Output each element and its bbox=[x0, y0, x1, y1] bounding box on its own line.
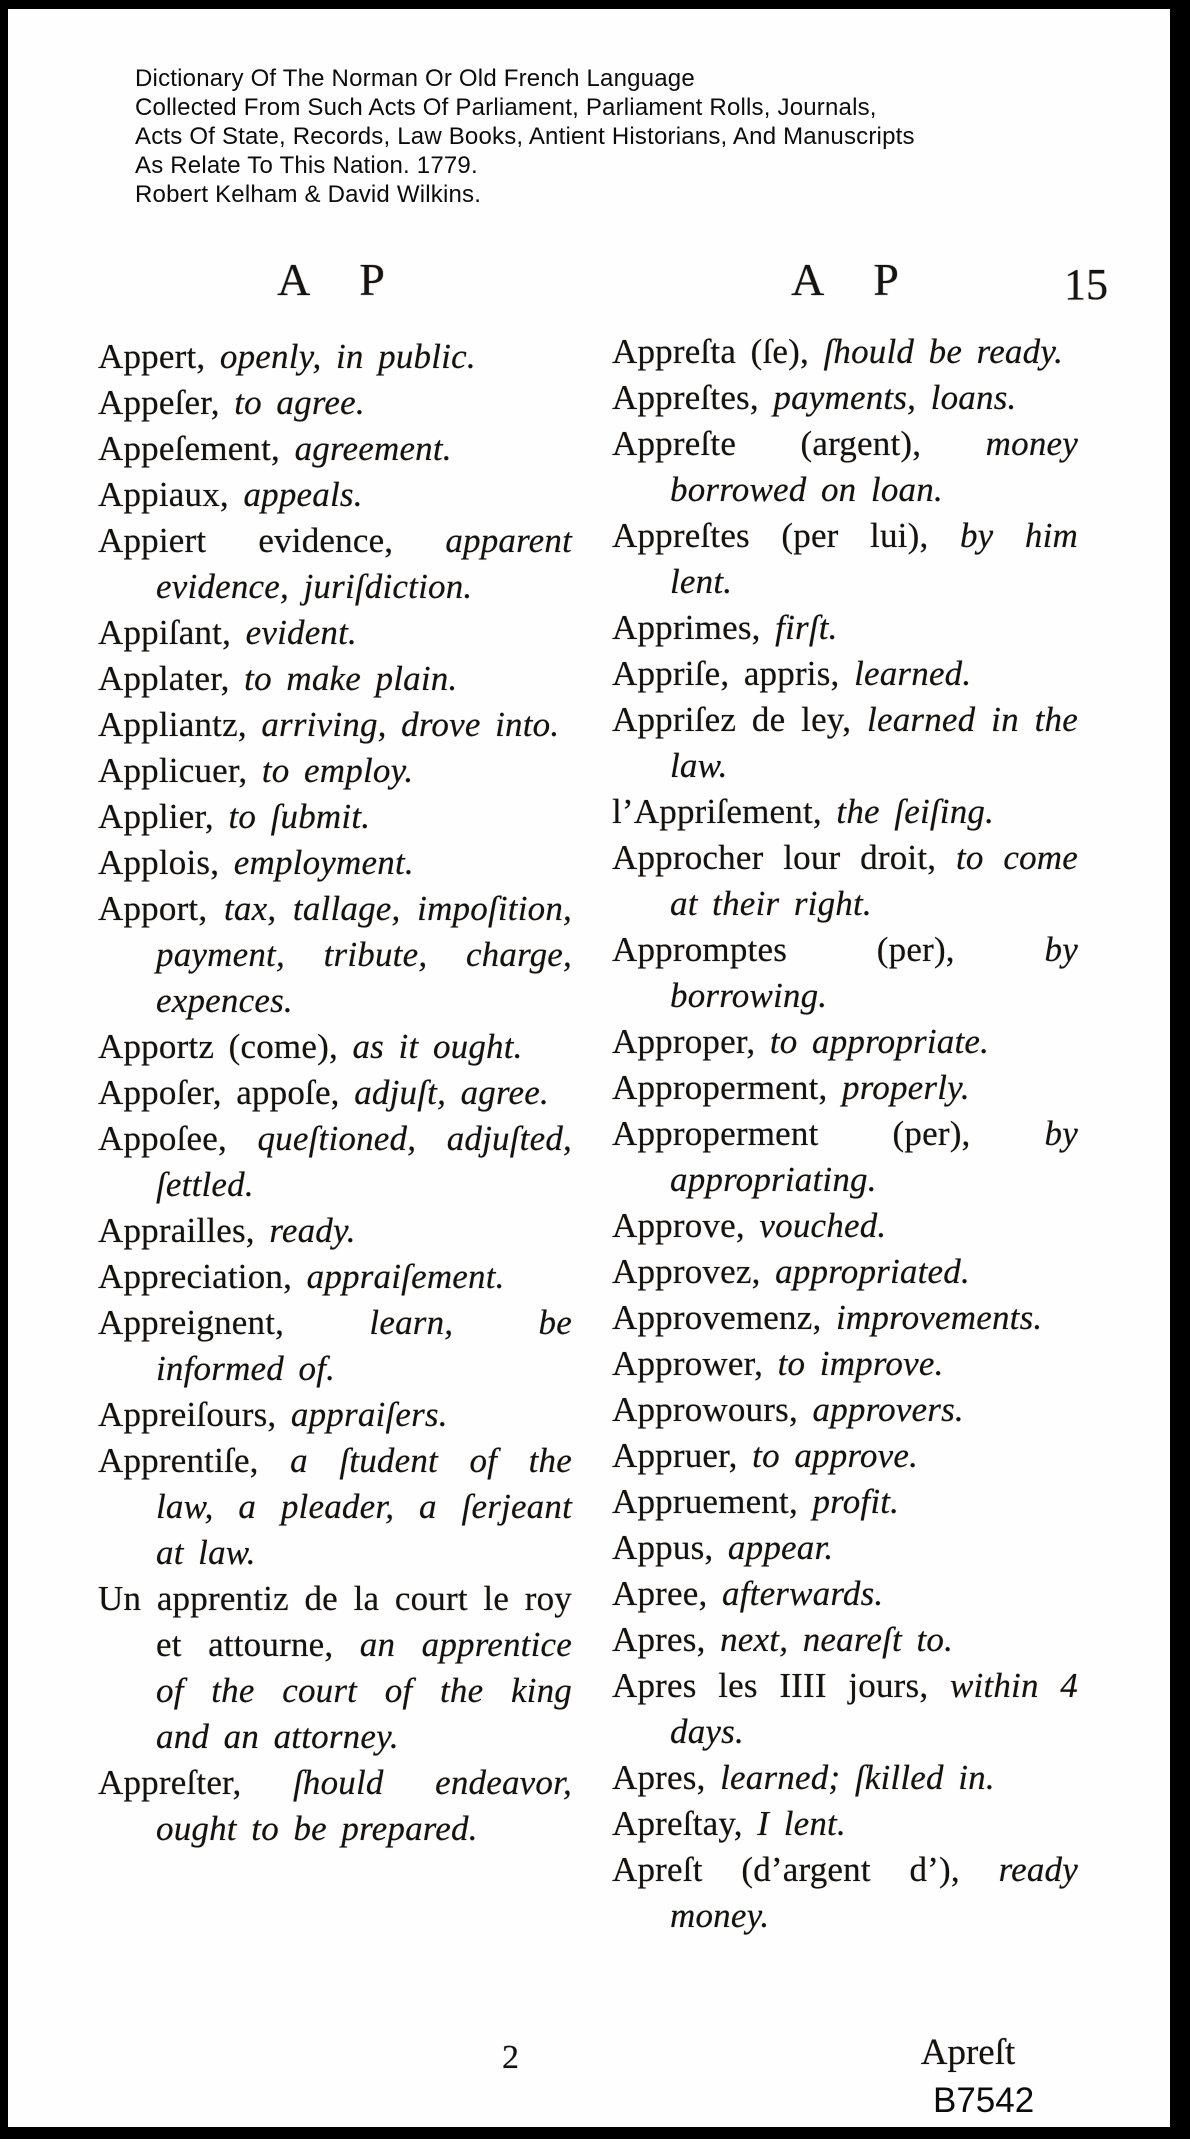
entry-definition: to appropriate. bbox=[769, 1022, 990, 1061]
entry-headword: Appruer, bbox=[612, 1436, 738, 1475]
dictionary-entry bbox=[612, 1249, 1078, 1295]
entry-definition: to make plain. bbox=[244, 659, 458, 698]
entry-definition: money borrowed on loan. bbox=[670, 424, 1078, 509]
entry-definition: an apprentice of the court of the king and an attorney. bbox=[156, 1625, 572, 1756]
entry-headword: Apprimes, bbox=[612, 608, 761, 647]
dictionary-entry bbox=[98, 748, 572, 794]
entry-headword: Apres, bbox=[612, 1758, 706, 1797]
dictionary-entry bbox=[98, 840, 572, 886]
entry-headword: Apport, bbox=[98, 889, 208, 928]
entry-headword: Approvez, bbox=[612, 1252, 761, 1291]
entry-headword: Un apprentiz de la court le roy et attourne, bbox=[98, 1579, 572, 1664]
provenance-note bbox=[135, 64, 915, 209]
entry-headword: Appreſte (argent), bbox=[612, 424, 922, 463]
dictionary-entry bbox=[612, 1019, 1078, 1065]
page-number: 15 bbox=[1064, 260, 1108, 309]
entry-definition: appraiſers. bbox=[290, 1395, 448, 1434]
dictionary-entry bbox=[98, 1392, 572, 1438]
left-column bbox=[98, 334, 572, 1852]
entry-headword: Appliantz, bbox=[98, 705, 247, 744]
dictionary-entry bbox=[98, 334, 572, 380]
entry-definition: by him lent. bbox=[670, 516, 1078, 601]
dictionary-entry bbox=[98, 1760, 572, 1852]
dictionary-entry bbox=[612, 697, 1078, 789]
dictionary-entry bbox=[612, 605, 1078, 651]
entry-headword: Apprower, bbox=[612, 1344, 764, 1383]
entry-definition: appeals. bbox=[243, 475, 363, 514]
dictionary-entry bbox=[612, 1479, 1078, 1525]
entry-headword: Apportz (come), bbox=[98, 1027, 338, 1066]
entry-headword: Appreſtes, bbox=[612, 378, 759, 417]
entry-definition: apparent evidence, juriſdiction. bbox=[156, 521, 572, 606]
dictionary-entry bbox=[612, 1433, 1078, 1479]
dictionary-entry bbox=[612, 651, 1078, 697]
entry-headword: Apres, bbox=[612, 1620, 706, 1659]
dictionary-entry bbox=[612, 1295, 1078, 1341]
entry-definition: approvers. bbox=[812, 1390, 964, 1429]
entry-headword: Approve, bbox=[612, 1206, 745, 1245]
dictionary-entry bbox=[612, 789, 1078, 835]
entry-definition: adjuſt, agree. bbox=[354, 1073, 549, 1112]
entry-headword: Appreciation, bbox=[98, 1257, 293, 1296]
entry-definition: appraiſement. bbox=[306, 1257, 505, 1296]
entry-definition: ſhould endeavor, ought to be prepared. bbox=[156, 1763, 572, 1848]
right-column bbox=[612, 329, 1078, 1939]
dictionary-entry bbox=[612, 1663, 1078, 1755]
entry-headword: Approperment, bbox=[612, 1068, 828, 1107]
dictionary-entry bbox=[98, 702, 572, 748]
signature-mark: 2 bbox=[502, 2039, 519, 2076]
entry-definition: to approve. bbox=[752, 1436, 919, 1475]
dictionary-entry bbox=[98, 886, 572, 1024]
entry-headword: Apprentiſe, bbox=[98, 1441, 259, 1480]
entry-definition: to ſubmit. bbox=[228, 797, 371, 836]
entry-headword: Appeſer, bbox=[98, 383, 220, 422]
entry-definition: to come at their right. bbox=[670, 838, 1078, 923]
entry-headword: Approcher lour droit, bbox=[612, 838, 937, 877]
entry-definition: appear. bbox=[727, 1528, 834, 1567]
entry-definition: I lent. bbox=[757, 1804, 846, 1843]
dictionary-entry bbox=[612, 1525, 1078, 1571]
dictionary-entry bbox=[98, 380, 572, 426]
entry-headword: Appiert evidence, bbox=[98, 521, 394, 560]
entry-headword: Appreſta (ſe), bbox=[612, 332, 809, 371]
dictionary-entry bbox=[98, 1208, 572, 1254]
dictionary-entry bbox=[612, 927, 1078, 1019]
entry-definition: evident. bbox=[245, 613, 358, 652]
entry-definition: vouched. bbox=[759, 1206, 887, 1245]
dictionary-entry bbox=[98, 1254, 572, 1300]
dictionary-entry bbox=[612, 375, 1078, 421]
entry-headword: Approperment (per), bbox=[612, 1114, 971, 1153]
entry-definition: ready. bbox=[269, 1211, 356, 1250]
entry-definition: the ſeiſing. bbox=[836, 792, 995, 831]
entry-headword: Apreſtay, bbox=[612, 1804, 743, 1843]
dictionary-entry bbox=[98, 1438, 572, 1576]
provenance-line: Dictionary Of The Norman Or Old French Language bbox=[135, 65, 695, 92]
entry-definition: a ſtudent of the law, a pleader, a ſerjeant at law. bbox=[156, 1441, 572, 1572]
entry-definition: agreement. bbox=[294, 429, 452, 468]
entry-headword: Appreſter, bbox=[98, 1763, 242, 1802]
entry-definition: firſt. bbox=[775, 608, 838, 647]
dictionary-entry bbox=[612, 1111, 1078, 1203]
provenance-line: Robert Kelham & David Wilkins. bbox=[135, 181, 482, 208]
entry-definition: learned; ſkilled in. bbox=[720, 1758, 995, 1797]
entry-definition: by appropriating. bbox=[670, 1114, 1078, 1199]
entry-definition: afterwards. bbox=[722, 1574, 884, 1613]
entry-headword: Appiſant, bbox=[98, 613, 232, 652]
entry-headword: Applier, bbox=[98, 797, 214, 836]
dictionary-entry bbox=[612, 513, 1078, 605]
entry-headword: Appruement, bbox=[612, 1482, 798, 1521]
catchword: Apreſt bbox=[920, 2032, 1016, 2073]
running-head-right: A P bbox=[791, 254, 919, 305]
entry-definition: learned in the law. bbox=[670, 700, 1078, 785]
entry-headword: Approper, bbox=[612, 1022, 756, 1061]
entry-headword: Applicuer, bbox=[98, 751, 248, 790]
entry-headword: Apreſt (d’argent d’), bbox=[612, 1850, 960, 1889]
entry-definition: by borrowing. bbox=[670, 930, 1078, 1015]
entry-definition: appropriated. bbox=[775, 1252, 970, 1291]
entry-definition: tax, tallage, impoſition, payment, tribute, charge, expences. bbox=[156, 889, 572, 1020]
entry-headword: Approwours, bbox=[612, 1390, 798, 1429]
entry-headword: Appus, bbox=[612, 1528, 714, 1567]
entry-definition: payments, loans. bbox=[773, 378, 1017, 417]
dictionary-entry bbox=[612, 329, 1078, 375]
entry-headword: Appreſtes (per lui), bbox=[612, 516, 929, 555]
entry-headword: Appriſez de ley, bbox=[612, 700, 852, 739]
entry-definition: to employ. bbox=[261, 751, 414, 790]
provenance-line: As Relate To This Nation. 1779. bbox=[135, 152, 478, 179]
dictionary-entry bbox=[98, 518, 572, 610]
entry-definition: queſtioned, adjuſted, ſettled. bbox=[156, 1119, 572, 1204]
dictionary-entry bbox=[612, 1801, 1078, 1847]
entry-headword: Applater, bbox=[98, 659, 230, 698]
dictionary-entry bbox=[612, 1847, 1078, 1939]
entry-definition: employment. bbox=[233, 843, 414, 882]
entry-headword: Appreignent, bbox=[98, 1303, 285, 1342]
dictionary-entry bbox=[612, 1617, 1078, 1663]
entry-headword: Appreiſours, bbox=[98, 1395, 277, 1434]
dictionary-entry bbox=[98, 1116, 572, 1208]
dictionary-entry bbox=[98, 472, 572, 518]
entry-definition: ready money. bbox=[670, 1850, 1078, 1935]
dictionary-entry bbox=[612, 1755, 1078, 1801]
entry-headword: Applois, bbox=[98, 843, 220, 882]
dictionary-entry bbox=[612, 1387, 1078, 1433]
entry-headword: Appromptes (per), bbox=[612, 930, 955, 969]
dictionary-entry bbox=[612, 421, 1078, 513]
stamp-code: B7542 bbox=[933, 2081, 1035, 2120]
entry-headword: Appert, bbox=[98, 337, 206, 376]
entry-definition: to improve. bbox=[777, 1344, 944, 1383]
dictionary-entry bbox=[98, 794, 572, 840]
provenance-line: Collected From Such Acts Of Parliament, Parliament Rolls, Journals, bbox=[135, 94, 877, 121]
dictionary-entry bbox=[612, 835, 1078, 927]
dictionary-entry bbox=[98, 1070, 572, 1116]
entry-definition: improvements. bbox=[835, 1298, 1043, 1337]
entry-definition: next, neareſt to. bbox=[720, 1620, 954, 1659]
dictionary-entry bbox=[98, 1300, 572, 1392]
entry-definition: properly. bbox=[842, 1068, 970, 1107]
dictionary-entry bbox=[98, 426, 572, 472]
dictionary-entry bbox=[612, 1571, 1078, 1617]
entry-headword: Apres les IIII jours, bbox=[612, 1666, 929, 1705]
provenance-line: Acts Of State, Records, Law Books, Antient Historians, And Manuscripts bbox=[135, 123, 915, 150]
dictionary-entry bbox=[612, 1065, 1078, 1111]
dictionary-entry bbox=[98, 610, 572, 656]
entry-definition: learned. bbox=[854, 654, 972, 693]
entry-definition: learn, be informed of. bbox=[156, 1303, 572, 1388]
entry-headword: Appiaux, bbox=[98, 475, 229, 514]
page-surface bbox=[8, 9, 1170, 2127]
entry-definition: profit. bbox=[812, 1482, 900, 1521]
entry-definition: ſhould be ready. bbox=[823, 332, 1064, 371]
entry-headword: Appoſee, bbox=[98, 1119, 227, 1158]
running-head-left: A P bbox=[277, 254, 405, 305]
dictionary-entry bbox=[98, 656, 572, 702]
entry-headword: Approvemenz, bbox=[612, 1298, 822, 1337]
entry-headword: Apree, bbox=[612, 1574, 708, 1613]
entry-definition: to agree. bbox=[234, 383, 365, 422]
entry-headword: Appriſe, appris, bbox=[612, 654, 840, 693]
dictionary-entry bbox=[98, 1576, 572, 1760]
entry-definition: within 4 days. bbox=[670, 1666, 1078, 1751]
entry-definition: as it ought. bbox=[352, 1027, 523, 1066]
entry-headword: Appeſement, bbox=[98, 429, 281, 468]
dictionary-entry bbox=[98, 1024, 572, 1070]
entry-definition: openly, in public. bbox=[219, 337, 476, 376]
entry-headword: Apprailles, bbox=[98, 1211, 255, 1250]
entry-headword: l’Appriſement, bbox=[612, 792, 822, 831]
entry-headword: Appoſer, appoſe, bbox=[98, 1073, 340, 1112]
dictionary-entry bbox=[612, 1203, 1078, 1249]
dictionary-entry bbox=[612, 1341, 1078, 1387]
entry-definition: arriving, drove into. bbox=[261, 705, 560, 744]
